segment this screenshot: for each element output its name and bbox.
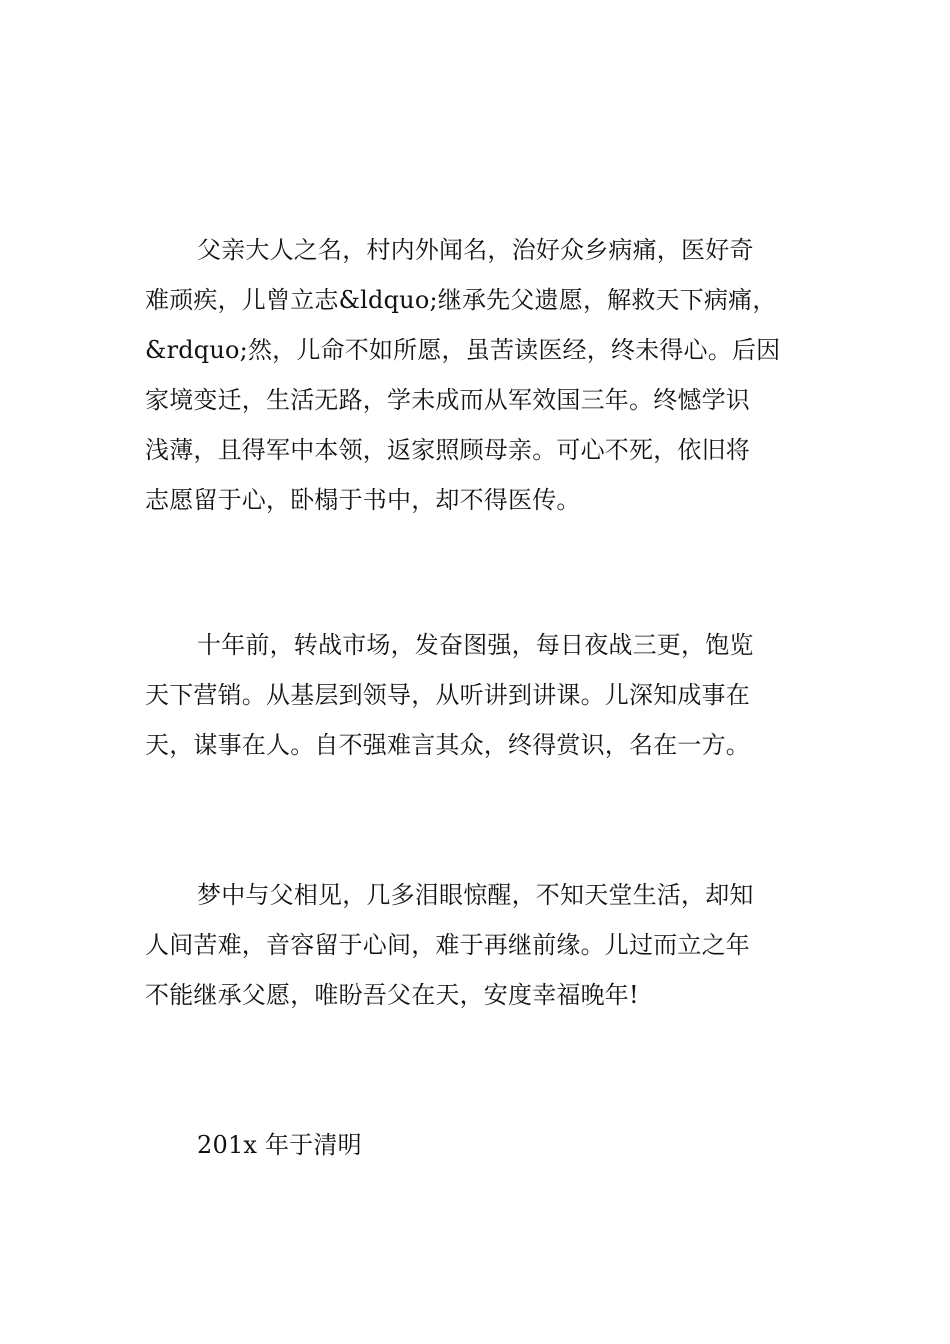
paragraph-line: 父亲大人之名，村内外闻名，治好众乡病痛，医好奇 [197,236,754,264]
paragraph-line: 难顽疾，儿曾立志&ldquo;继承先父遗愿，解救天下病痛， [145,286,777,314]
paragraph-line: 家境变迁，生活无路，学未成而从军效国三年。终憾学识 [145,386,750,414]
date-text: 201x 年于清明 [197,1131,362,1159]
paragraph-line: &rdquo;然，儿命不如所愿，虽苦读医经，终未得心。后因 [145,336,781,364]
paragraph-line: 天，谋事在人。自不强难言其众，终得赏识，名在一方。 [145,731,750,759]
paragraph-line: 志愿留于心，卧榻于书中，却不得医传。 [145,486,581,514]
paragraph-line: 不能继承父愿，唯盼吾父在天，安度幸福晚年! [145,981,639,1009]
paragraph-line: 梦中与父相见，几多泪眼惊醒，不知天堂生活，却知 [197,881,754,909]
paragraph-line: 天下营销。从基层到领导，从听讲到讲课。儿深知成事在 [145,681,750,709]
paragraph-line: 浅薄，且得军中本领，返家照顾母亲。可心不死，依旧将 [145,436,750,464]
paragraph-father-wish [145,225,807,525]
signature-date [145,1120,807,1170]
paragraph-dream [145,870,807,1020]
paragraph-career [145,620,807,770]
paragraph-line: 十年前，转战市场，发奋图强，每日夜战三更，饱览 [197,631,754,659]
paragraph-line: 人间苦难，音容留于心间，难于再继前缘。儿过而立之年 [145,931,750,959]
